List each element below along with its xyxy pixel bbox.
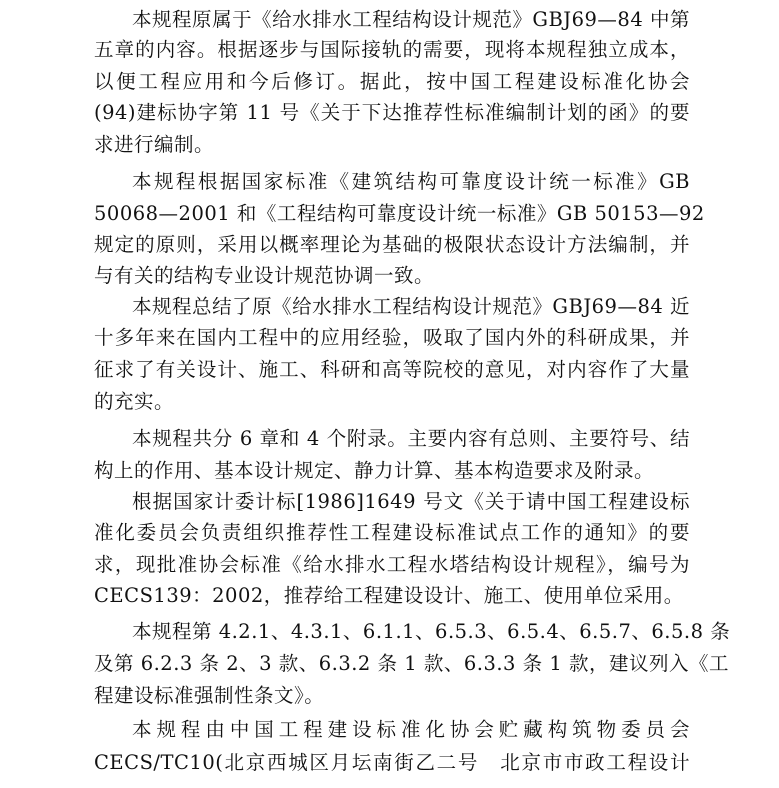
para-3-line-1: 本规程总结了原《给水排水工程结构设计规范》GBJ69—84 近 bbox=[132, 295, 690, 318]
para-5-line-1: 根据国家计委计标[1986]1649 号文《关于请中国工程建设标 bbox=[132, 490, 690, 513]
para-2-line-2: 50068—2001 和《工程结构可靠度设计统一标准》GB 50153—92 bbox=[94, 202, 705, 225]
para-5-line-3: 求，现批准协会标准《给水排水工程水塔结构设计规程》，编号为 bbox=[94, 553, 690, 576]
para-1-line-4: (94)建标协字第 11 号《关于下达推荐性标准编制计划的函》的要 bbox=[94, 101, 690, 124]
para-5-line-2: 准化委员会负责组织推荐性工程建设标准试点工作的通知》的要 bbox=[94, 521, 690, 544]
para-7-line-2: CECS/TC10(北京西城区月坛南街乙二号 北京市市政工程设计 bbox=[94, 751, 690, 774]
para-4-line-2: 构上的作用、基本设计规定、静力计算、基本构造要求及附录。 bbox=[94, 459, 655, 482]
para-3-line-3: 征求了有关设计、施工、科研和高等院校的意见，对内容作了大量 bbox=[94, 358, 690, 381]
para-2-line-4: 与有关的结构专业设计规范协调一致。 bbox=[94, 264, 435, 287]
para-1-line-2: 五章的内容。根据逐步与国际接轨的需要，现将本规程独立成本， bbox=[94, 38, 690, 61]
para-1-line-3: 以便工程应用和今后修订。据此，按中国工程建设标准化协会 bbox=[94, 70, 690, 93]
para-6-line-3: 程建设标准强制性条文》。 bbox=[94, 684, 325, 707]
para-1-line-1: 本规程原属于《给水排水工程结构设计规范》GBJ69—84 中第 bbox=[132, 8, 690, 31]
para-6-line-1: 本规程第 4.2.1、4.3.1、6.1.1、6.5.3、6.5.4、6.5.7、6.5.8 条 bbox=[132, 620, 731, 643]
para-5-line-4: CECS139：2002，推荐给工程建设设计、施工、使用单位采用。 bbox=[94, 584, 684, 607]
para-7-line-1: 本规程由中国工程建设标准化协会贮藏构筑物委员会 bbox=[132, 718, 690, 741]
para-4-line-1: 本规程共分 6 章和 4 个附录。主要内容有总则、主要符号、结 bbox=[132, 427, 690, 450]
para-3-line-2: 十多年来在国内工程中的应用经验，吸取了国内外的科研成果，并 bbox=[94, 326, 690, 349]
para-1-line-5: 求进行编制。 bbox=[94, 133, 215, 156]
para-3-line-4: 的充实。 bbox=[94, 390, 175, 413]
para-2-line-1: 本规程根据国家标准《建筑结构可靠度设计统一标准》GB bbox=[132, 170, 690, 193]
para-2-line-3: 规定的原则，采用以概率理论为基础的极限状态设计方法编制，并 bbox=[94, 233, 690, 256]
para-6-line-2: 及第 6.2.3 条 2、3 款、6.3.2 条 1 款、6.3.3 条 1 款，建议列入《工 bbox=[94, 652, 729, 675]
